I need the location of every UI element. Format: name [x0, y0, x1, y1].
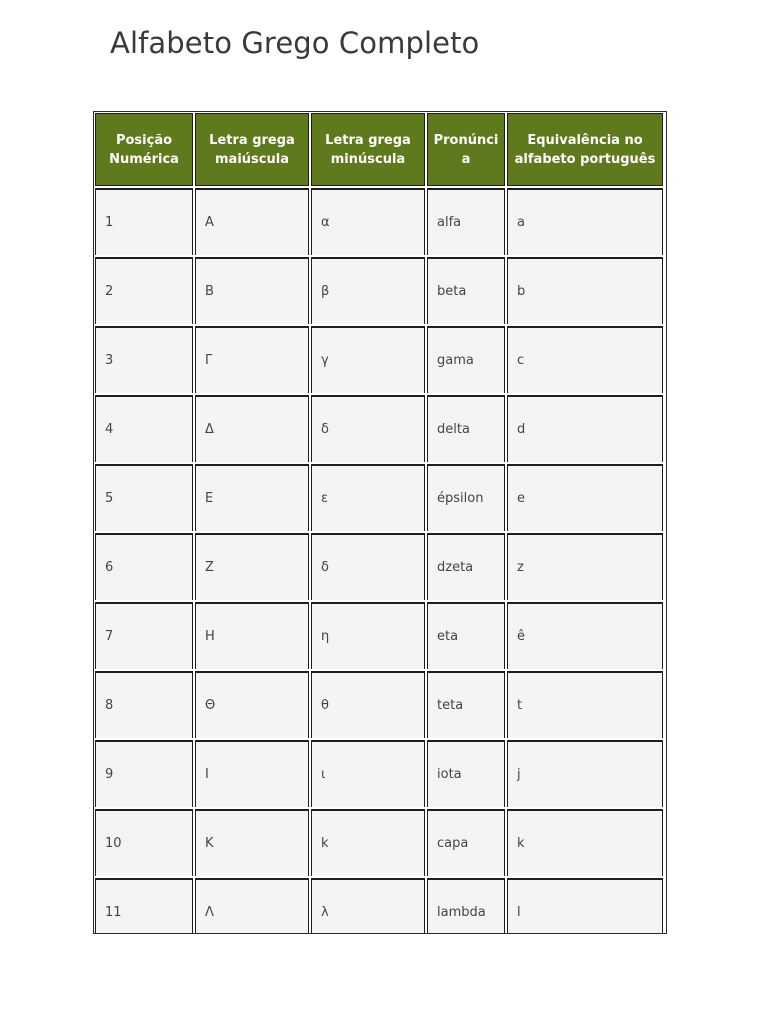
cell-equivalence: k [507, 809, 663, 876]
cell-position: 3 [95, 326, 193, 393]
cell-pronunciation: beta [427, 257, 505, 324]
cell-uppercase: Η [195, 602, 309, 669]
cell-uppercase: Κ [195, 809, 309, 876]
table-row [95, 326, 663, 393]
table-row [95, 809, 663, 876]
cell-equivalence: d [507, 395, 663, 462]
cell-equivalence: j [507, 740, 663, 807]
greek-alphabet-table-container [93, 111, 667, 934]
cell-pronunciation: lambda [427, 878, 505, 934]
cell-lowercase: ε [311, 464, 425, 531]
header-equivalence: Equivalência no alfabeto português [507, 113, 663, 186]
table-row [95, 740, 663, 807]
cell-pronunciation: teta [427, 671, 505, 738]
cell-equivalence: l [507, 878, 663, 934]
cell-position: 4 [95, 395, 193, 462]
cell-equivalence: a [507, 188, 663, 255]
cell-equivalence: e [507, 464, 663, 531]
table-row [95, 533, 663, 600]
cell-uppercase: Β [195, 257, 309, 324]
cell-pronunciation: capa [427, 809, 505, 876]
cell-pronunciation: dzeta [427, 533, 505, 600]
cell-uppercase: Ε [195, 464, 309, 531]
cell-uppercase: Δ [195, 395, 309, 462]
cell-uppercase: Ι [195, 740, 309, 807]
cell-pronunciation: eta [427, 602, 505, 669]
greek-alphabet-table [93, 111, 665, 934]
cell-lowercase: δ [311, 533, 425, 600]
table-row [95, 602, 663, 669]
header-uppercase: Letra grega maiúscula [195, 113, 309, 186]
cell-position: 7 [95, 602, 193, 669]
cell-position: 6 [95, 533, 193, 600]
table-header-row [95, 113, 663, 186]
cell-uppercase: Α [195, 188, 309, 255]
cell-pronunciation: épsilon [427, 464, 505, 531]
cell-lowercase: λ [311, 878, 425, 934]
table-row [95, 395, 663, 462]
cell-lowercase: δ [311, 395, 425, 462]
header-lowercase: Letra grega minúscula [311, 113, 425, 186]
cell-position: 8 [95, 671, 193, 738]
header-pronunciation: Pronúncia [427, 113, 505, 186]
table-row [95, 257, 663, 324]
cell-equivalence: b [507, 257, 663, 324]
cell-position: 5 [95, 464, 193, 531]
page-title: Alfabeto Grego Completo [110, 26, 480, 60]
cell-pronunciation: alfa [427, 188, 505, 255]
cell-uppercase: Ζ [195, 533, 309, 600]
cell-uppercase: Θ [195, 671, 309, 738]
header-position: Posição Numérica [95, 113, 193, 186]
cell-lowercase: ι [311, 740, 425, 807]
cell-position: 11 [95, 878, 193, 934]
table-row [95, 464, 663, 531]
cell-uppercase: Γ [195, 326, 309, 393]
cell-lowercase: γ [311, 326, 425, 393]
cell-uppercase: Λ [195, 878, 309, 934]
cell-equivalence: t [507, 671, 663, 738]
cell-lowercase: η [311, 602, 425, 669]
cell-equivalence: ê [507, 602, 663, 669]
cell-lowercase: θ [311, 671, 425, 738]
cell-lowercase: k [311, 809, 425, 876]
cell-pronunciation: gama [427, 326, 505, 393]
cell-pronunciation: iota [427, 740, 505, 807]
cell-lowercase: β [311, 257, 425, 324]
table-row [95, 671, 663, 738]
table-row [95, 878, 663, 934]
cell-equivalence: z [507, 533, 663, 600]
cell-equivalence: c [507, 326, 663, 393]
cell-position: 2 [95, 257, 193, 324]
cell-position: 10 [95, 809, 193, 876]
cell-lowercase: α [311, 188, 425, 255]
table-row [95, 188, 663, 255]
cell-position: 9 [95, 740, 193, 807]
cell-position: 1 [95, 188, 193, 255]
cell-pronunciation: delta [427, 395, 505, 462]
